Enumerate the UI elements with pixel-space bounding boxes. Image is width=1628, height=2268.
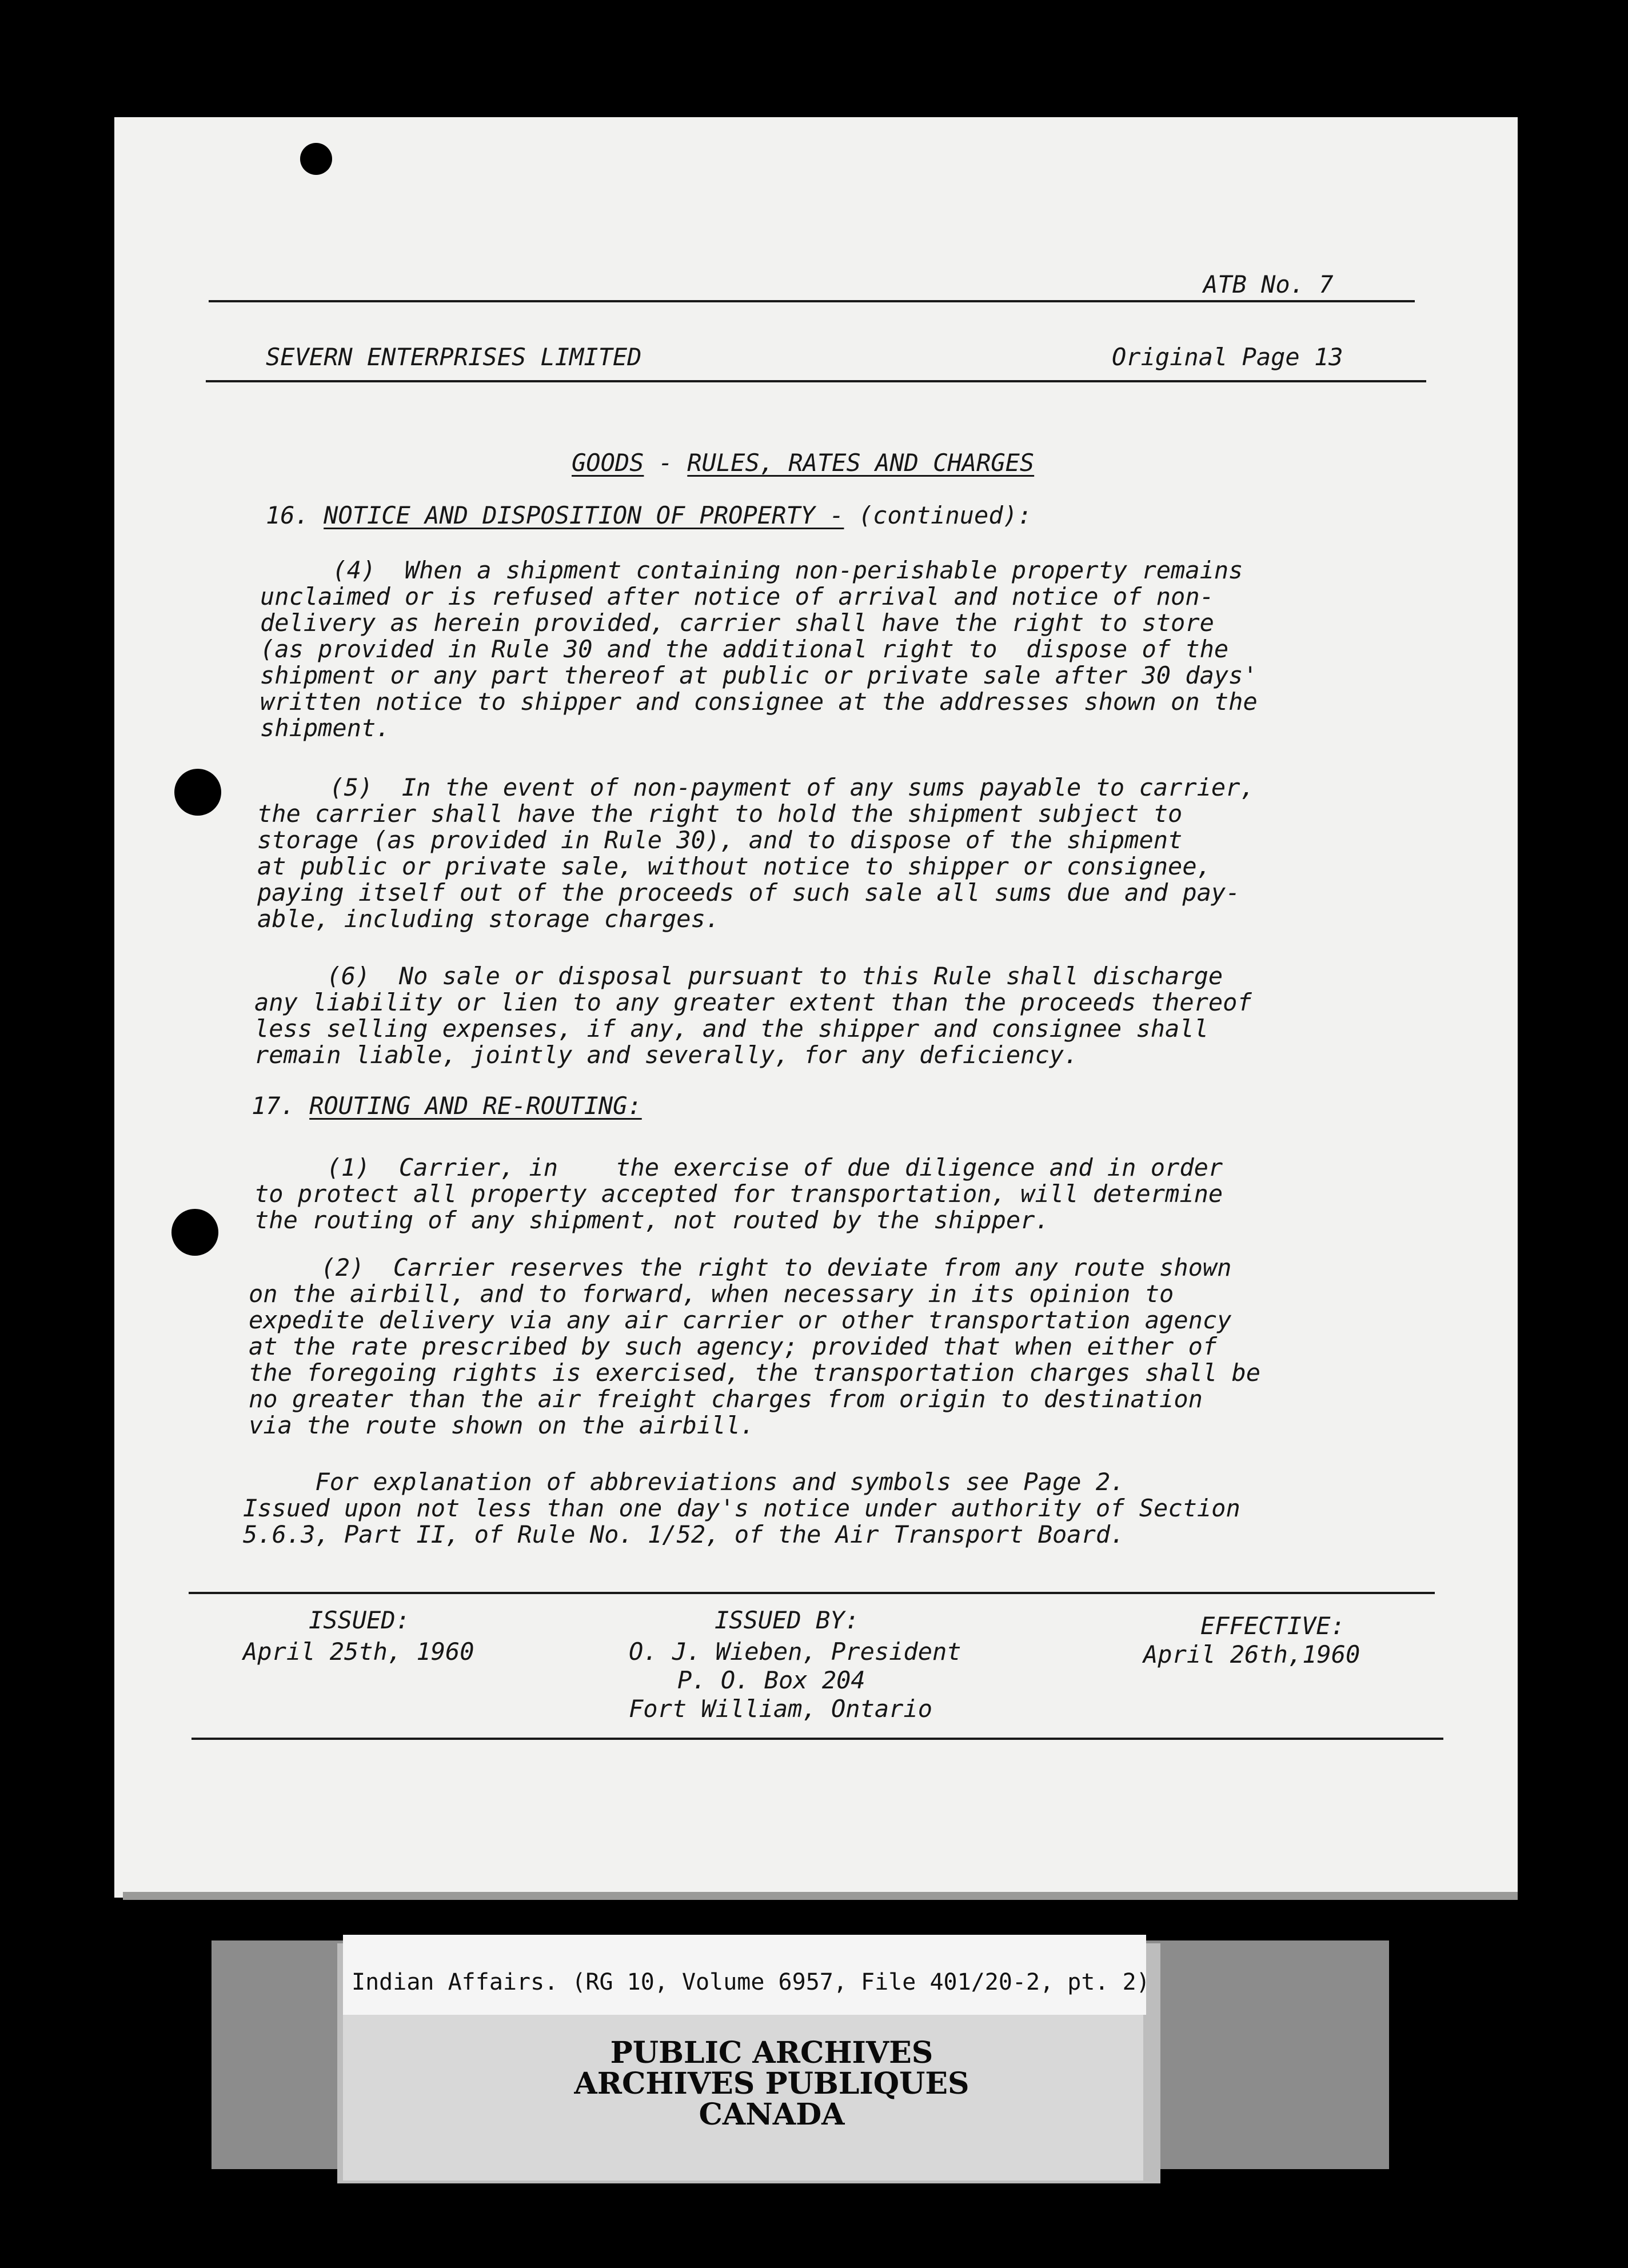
document-page	[114, 117, 1518, 1898]
issuer-city: Fort William, Ontario	[629, 1695, 933, 1723]
footnote: For explanation of abbreviations and symbols see Page 2. Issued upon not less than one day's notice under authority of Section 5.6.3, Part II, of Rule No. 1/52, of the Air Transport Board.	[243, 1468, 1240, 1548]
archives-stamp	[572, 2035, 972, 2132]
section-16-number: 16.	[266, 501, 309, 529]
archive-reference: Indian Affairs. (RG 10, Volume 6957, File 401/20-2, pt. 2)	[352, 1969, 1150, 1995]
page-edge	[123, 1892, 1518, 1900]
footer-rule-bottom	[191, 1738, 1443, 1740]
paragraph-17-2: (2) Carrier reserves the right to deviate from any route shown on the airbill, and to forward, when necessary in its opinion to expedite delivery via any air carrier or other transportation agency at the rate prescribed by such agency; provided that when either of the foregoing rights is exercised, the transportation charges shall be no greater than the air freight charges from origin to destination via the route shown on the airbill.	[249, 1253, 1261, 1439]
effective-date: April 26th,1960	[1143, 1640, 1360, 1668]
section-17-number: 17.	[252, 1092, 295, 1120]
section-17-title: ROUTING AND RE-ROUTING:	[309, 1092, 642, 1120]
page-number: Original Page 13	[1112, 343, 1343, 371]
paragraph-6: (6) No sale or disposal pursuant to this Rule shall discharge any liability or lien to any greater extent than the proceeds thereof less selling expenses, if any, and the shipper and consignee shall remain liable, jointly and severally, for any deficiency.	[254, 962, 1252, 1069]
paragraph-17-1: (1) Carrier, in the exercise of due diligence and in order to protect all property accepted for transportation, will determine the routing of any shipment, not routed by the shipper.	[254, 1153, 1223, 1234]
punch-hole-middle	[174, 769, 221, 816]
company-name: SEVERN ENTERPRISES LIMITED	[266, 343, 642, 371]
paragraph-4: (4) When a shipment containing non-perishable property remains unclaimed or is refused after notice of arrival and notice of non- delivery as herein provided, carrier shall have the right to store (as provided in Rule 30 and the additional right to dispose of the shipment or any part thereof at public or private sale after 30 days' written notice to shipper and consignee at the addresses shown on the shipment.	[260, 556, 1258, 742]
footer-rule-top	[189, 1592, 1435, 1594]
issued-label: ISSUED:	[309, 1606, 410, 1634]
issuer-name: O. J. Wieben, President	[629, 1638, 961, 1666]
section-16-suffix: (continued):	[844, 501, 1032, 529]
title-rules: RULES, RATES AND CHARGES	[687, 449, 1035, 477]
effective-label: EFFECTIVE:	[1200, 1612, 1345, 1640]
header-rule-top	[209, 300, 1415, 302]
atb-number: ATB No. 7	[1203, 270, 1334, 298]
section-16-heading	[266, 501, 1032, 529]
paragraph-5: (5) In the event of non-payment of any sums payable to carrier, the carrier shall have the right to hold the shipment subject to storage (as provided in Rule 30), and to dispose of the shipment at public or private sale, without notice to shipper or consignee, paying itself out of the proceeds of such sale all sums due and pay- able, including storage charges.	[257, 773, 1255, 933]
archives-line-1: PUBLIC ARCHIVES	[610, 2035, 933, 2070]
title-separator: -	[644, 449, 688, 477]
section-16-title: NOTICE AND DISPOSITION OF PROPERTY -	[324, 501, 844, 529]
issued-by-label: ISSUED BY:	[715, 1606, 859, 1634]
issuer-box: P. O. Box 204	[677, 1666, 865, 1694]
title-goods: GOODS	[572, 449, 644, 477]
archives-line-2: ARCHIVES PUBLIQUES	[574, 2066, 969, 2101]
punch-hole-top	[300, 143, 332, 175]
section-17-heading	[252, 1092, 642, 1120]
section-title	[572, 449, 1034, 477]
header-rule-bottom	[206, 380, 1426, 382]
archives-line-3: CANADA	[699, 2097, 845, 2132]
issued-date: April 25th, 1960	[243, 1638, 474, 1666]
punch-hole-lower	[171, 1209, 218, 1256]
